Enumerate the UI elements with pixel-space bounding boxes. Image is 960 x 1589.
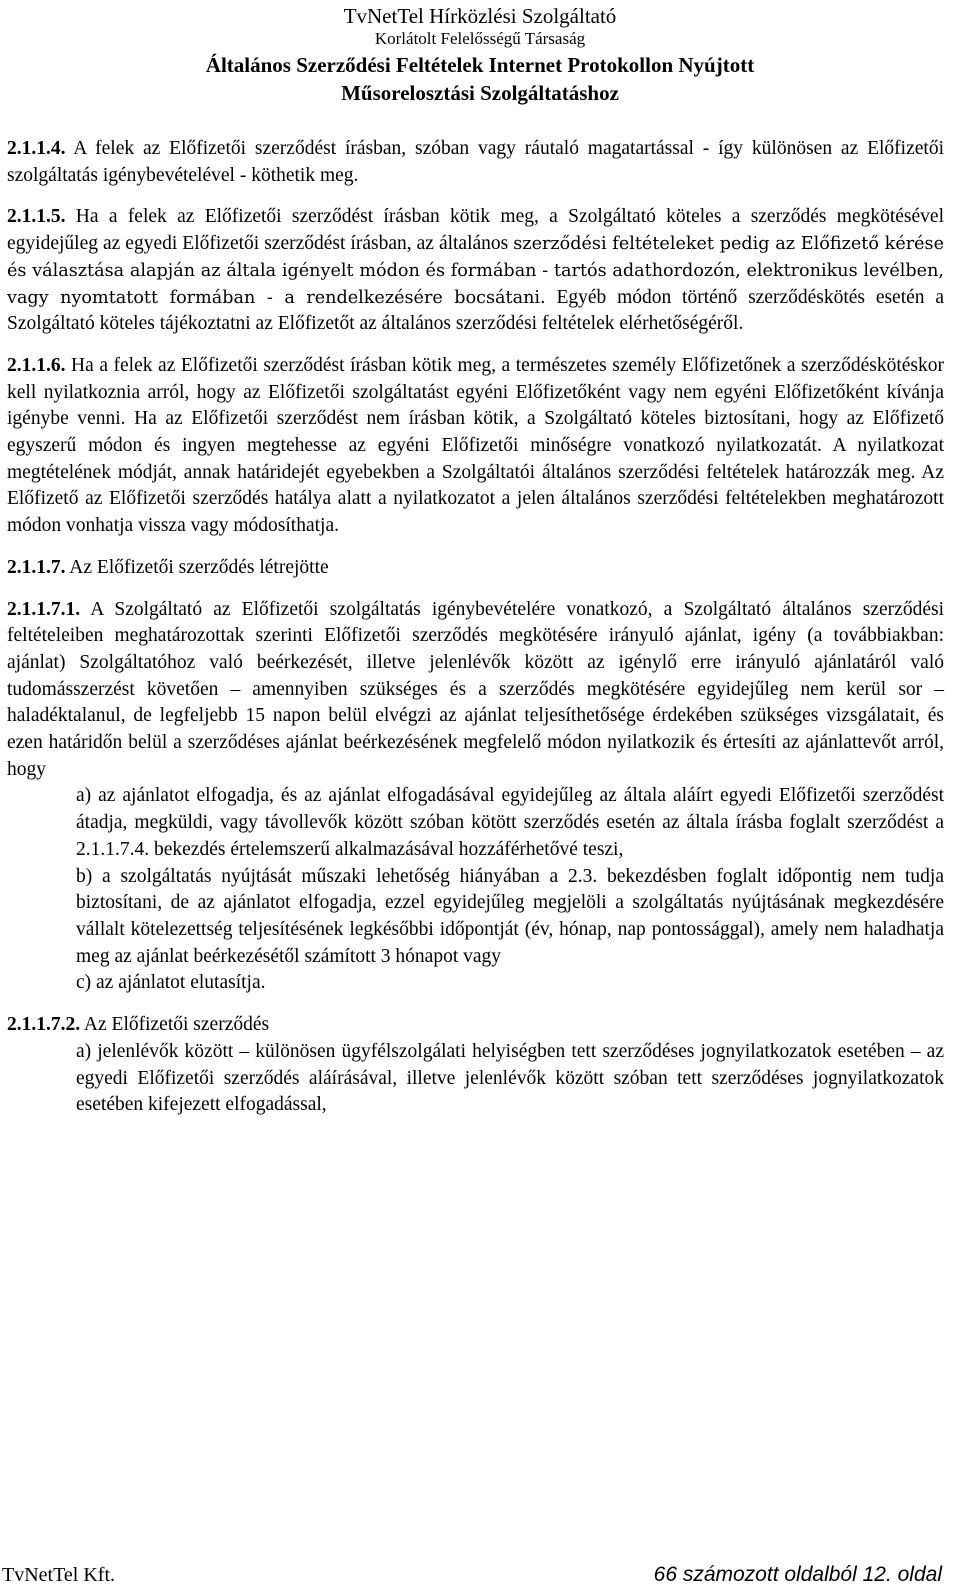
company-type: Korlátolt Felelősségű Társaság <box>374 29 586 48</box>
section-2-1-1-7-1 <box>7 597 944 784</box>
section-text: Ha a felek az Előfizetői szerződést írásban kötik meg, a Szolgáltató köteles a szerződés megkötésével egyidejűleg az egyedi Előfizetői szerződést írásban, az általános <box>7 206 944 255</box>
section-2-1-1-7-2 <box>7 1012 944 1039</box>
section-2-1-1-7 <box>7 555 944 582</box>
page-footer <box>0 1565 960 1589</box>
section-text-alt-font: szerződési feltételeket pedig az Előfizető kérése és választása alapján az általa igényelt módon és formában - tartós adathordozón, elektronikus levélben, vagy nyomtatott formában - a rendelkezésére bocsátani. <box>7 234 944 308</box>
section-number: 2.1.1.7.1. <box>7 598 81 620</box>
list-item-a: a) az ajánlatot elfogadja, és az ajánlat elfogadásával egyidejűleg az általa aláírt egyedi Előfizetői szerződést átadja, megküldi, vagy távollevők között szóban kötött szerződés esetén az általa írásba foglalt szerződést a 2.1.1.7.4. bekezdés értelemszerű alkalmazásával hozzáférhetővé teszi, <box>76 785 944 860</box>
document-body <box>7 136 944 1119</box>
list-item-a: a) jelenlévők között – különösen ügyfélszolgálati helyiségben tett szerződéses jognyilatkozatok esetében – az egyedi Előfizetői szerződés aláírásával, illetve jelenlévők között szóban tett szerződéses jognyilatkozatok esetében kifejezett elfogadással, <box>76 1040 944 1116</box>
section-number: 2.1.1.7.2. <box>7 1014 81 1036</box>
list-item-c: c) az ajánlatot elutasítja. <box>76 972 266 994</box>
section-text: A felek az Előfizetői szerződést írásban, szóban vagy ráutaló magatartással - így különösen az Előfizetői szolgáltatás igénybevételével - köthetik meg. <box>7 138 944 186</box>
section-title: Az Előfizetői szerződés <box>80 1014 270 1036</box>
page-header <box>0 4 960 107</box>
section-2-1-1-5 <box>7 204 944 338</box>
section-number: 2.1.1.6. <box>7 354 66 376</box>
section-text: Ha a felek az Előfizetői szerződést írásban kötik meg, a természetes személy Előfizetőnek a szerződéskötéskor kell nyilatkoznia arról, hogy az Előfizetői szolgáltatást egyéni Előfizetőként vagy nem egyéni Előfizetőként kívánja igénybe venni. Ha az Előfizetői szerződést nem írásban kötik, a Szolgáltató köteles biztosítani, hogy az Előfizető egyszerű módon és ingyen megtehesse az egyéni Előfizetői minőségre vonatkozó nyilatkozatát. A nyilatkozat megtételének módját, annak határidejét egyebekben a Szolgáltatói általános szerződési feltételek határozzák meg. Az Előfizető az Előfizetői szerződés hatálya alatt a nyilatkozatot a jelen általános szerződési feltételekben meghatározott módon vonhatja vissza vagy módosíthatja. <box>7 354 944 537</box>
section-title: Az Előfizetői szerződés létrejötte <box>65 556 329 578</box>
page-number: 66 számozott oldalból 12. oldal <box>653 1563 942 1586</box>
section-text: A Szolgáltató az Előfizetői szolgáltatás igénybevételére vonatkozó, a Szolgáltató általános szerződési feltételeiben meghatározottak szerinti Előfizetői szerződés megkötésére irányuló ajánlat, igény (a továbbiakban: ajánlat) Szolgáltatóhoz való beérkezését, illetve jelenlévők között az igénylő erre irányuló ajánlatáról való tudomásszerzést követően – amennyiben szükséges és a szerződés megkötésére egyidejűleg nem kerül sor – haladéktalanul, de legfeljebb 15 napon belül elvégzi az ajánlat teljesíthetősége érdekében szükséges vizsgálatait, és ezen határidőn belül a szerződéses ajánlat beérkezésének megfelelő módon nyilatkozik és értesíti az ajánlattevőt arról, hogy <box>7 598 944 780</box>
section-2-1-1-6 <box>7 353 944 540</box>
section-number: 2.1.1.4. <box>7 138 66 159</box>
footer-company: TvNetTel Kft. <box>2 1564 116 1586</box>
company-name: TvNetTel Hírközlési Szolgáltató <box>343 4 617 28</box>
section-number: 2.1.1.7. <box>7 556 66 578</box>
document-title-line-1: Általános Szerződési Feltételek Internet Protokollon Nyújtott <box>205 53 755 77</box>
section-text: Egyéb módon történő szerződéskötés esetén a Szolgáltató köteles tájékoztatni az Előfizetőt az általános szerződési feltételek elérhetőségéről. <box>7 286 944 335</box>
list-item-b: b) a szolgáltatás nyújtását műszaki lehetőség hiányában a 2.3. bekezdésben foglalt időpontig nem tudja biztosítani, de az ajánlatot elfogadja, ezzel egyidejűleg megjelöli a szolgáltatás nyújtásának megkezdésére vállalt kötelezettség teljesítésének legkésőbbi időpontját (év, hónap, nap pontossággal), amely nem haladhatja meg az ajánlat beérkezésétől számított 3 hónapot vagy <box>76 865 944 967</box>
section-number: 2.1.1.5. <box>7 206 66 228</box>
section-2-1-1-4 <box>7 136 944 189</box>
document-title-line-2: Műsorelosztási Szolgáltatáshoz <box>341 81 619 105</box>
